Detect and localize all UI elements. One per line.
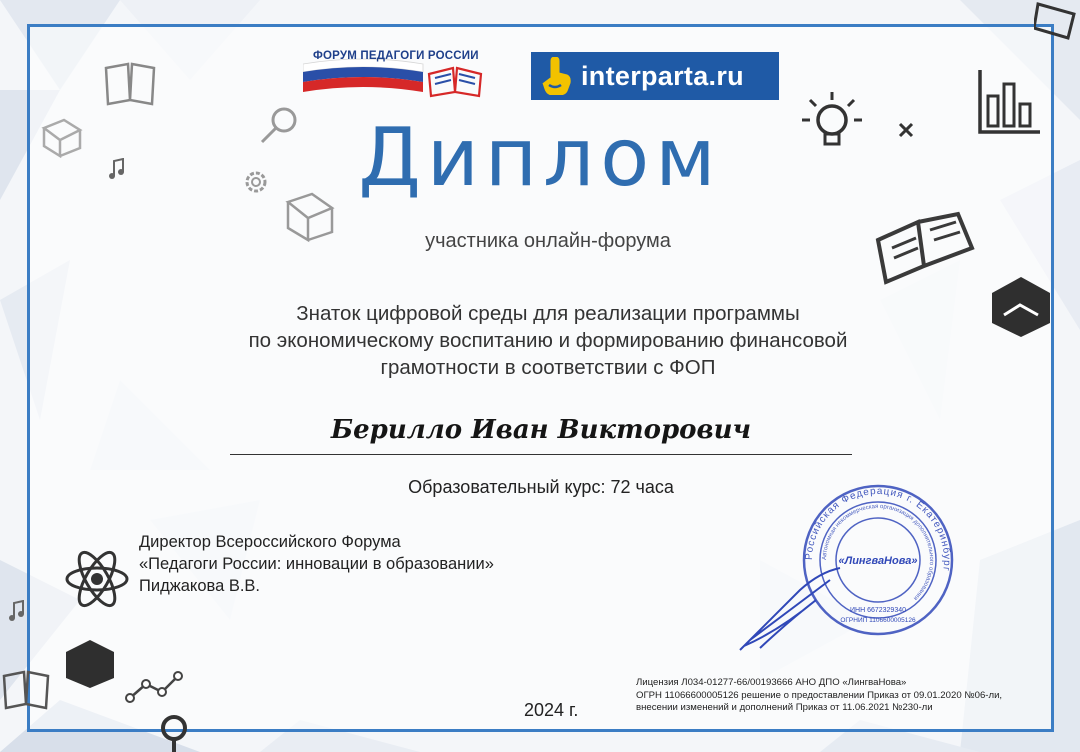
interparta-logo [531, 52, 779, 100]
license-line: ОГРН 11066600005126 решение о предоставлении Приказ от 09.01.2020 №06-ли, [636, 689, 1003, 701]
stamp-ogrn: ОГРНИП 1106600005126 [840, 617, 916, 624]
magnifier-icon [158, 712, 192, 752]
nomination-line: Знаток цифровой среды для реализации программы [296, 302, 800, 325]
course-hours: Образовательный курс: 72 часа [408, 477, 674, 497]
atom-icon [64, 548, 130, 610]
issue-year: 2024 г. [524, 700, 579, 720]
nomination-text [0, 300, 1080, 381]
director-name: Пиджакова В.В. [139, 577, 261, 595]
diploma-subtitle: участника онлайн-форума [425, 230, 671, 252]
book-icon [102, 60, 158, 106]
director-title: Директор Всероссийского Форума [139, 533, 401, 551]
director-forum-name: «Педагоги России: инновации в образовании» [139, 555, 494, 573]
grid-icon [1034, 0, 1080, 40]
license-line: внесении изменений и дополнений Приказ от 11.06.2021 №230-ли [636, 702, 933, 713]
book-icon [64, 638, 116, 690]
director-block [139, 531, 494, 597]
hand-pointer-icon [531, 52, 581, 100]
recipient-underline [230, 454, 852, 455]
book-icon [0, 670, 52, 710]
nomination-line: грамотности в соответствии с ФОП [380, 356, 716, 379]
forum-logo [303, 48, 493, 100]
network-icon [124, 670, 184, 704]
license-line: Лицензия Л034-01277-66/00193666 АНО ДПО «ЛингваНова» [636, 677, 907, 688]
license-block [636, 677, 1002, 715]
stamp-outer-text: Российская Федерация г. Екатеринбург [803, 485, 953, 573]
stamp-inn: ИНН 6672329340 [849, 607, 907, 614]
interparta-logo-text: interparta.ru [581, 60, 744, 91]
forum-logo-text: ФОРУМ ПЕДАГОГИ РОССИИ [313, 50, 479, 62]
recipient-name: Берилло Иван Викторович [330, 415, 752, 445]
organization-stamp [800, 482, 956, 638]
stamp-center-text: «ЛингваНова» [838, 555, 918, 567]
diploma-title: Диплом [358, 111, 722, 204]
music-note-icon [8, 600, 26, 622]
nomination-line: по экономическому воспитанию и формированию финансовой [248, 329, 848, 352]
stamp-inner-text: Автономная некоммерческая организация дополнительного образования [821, 503, 935, 601]
